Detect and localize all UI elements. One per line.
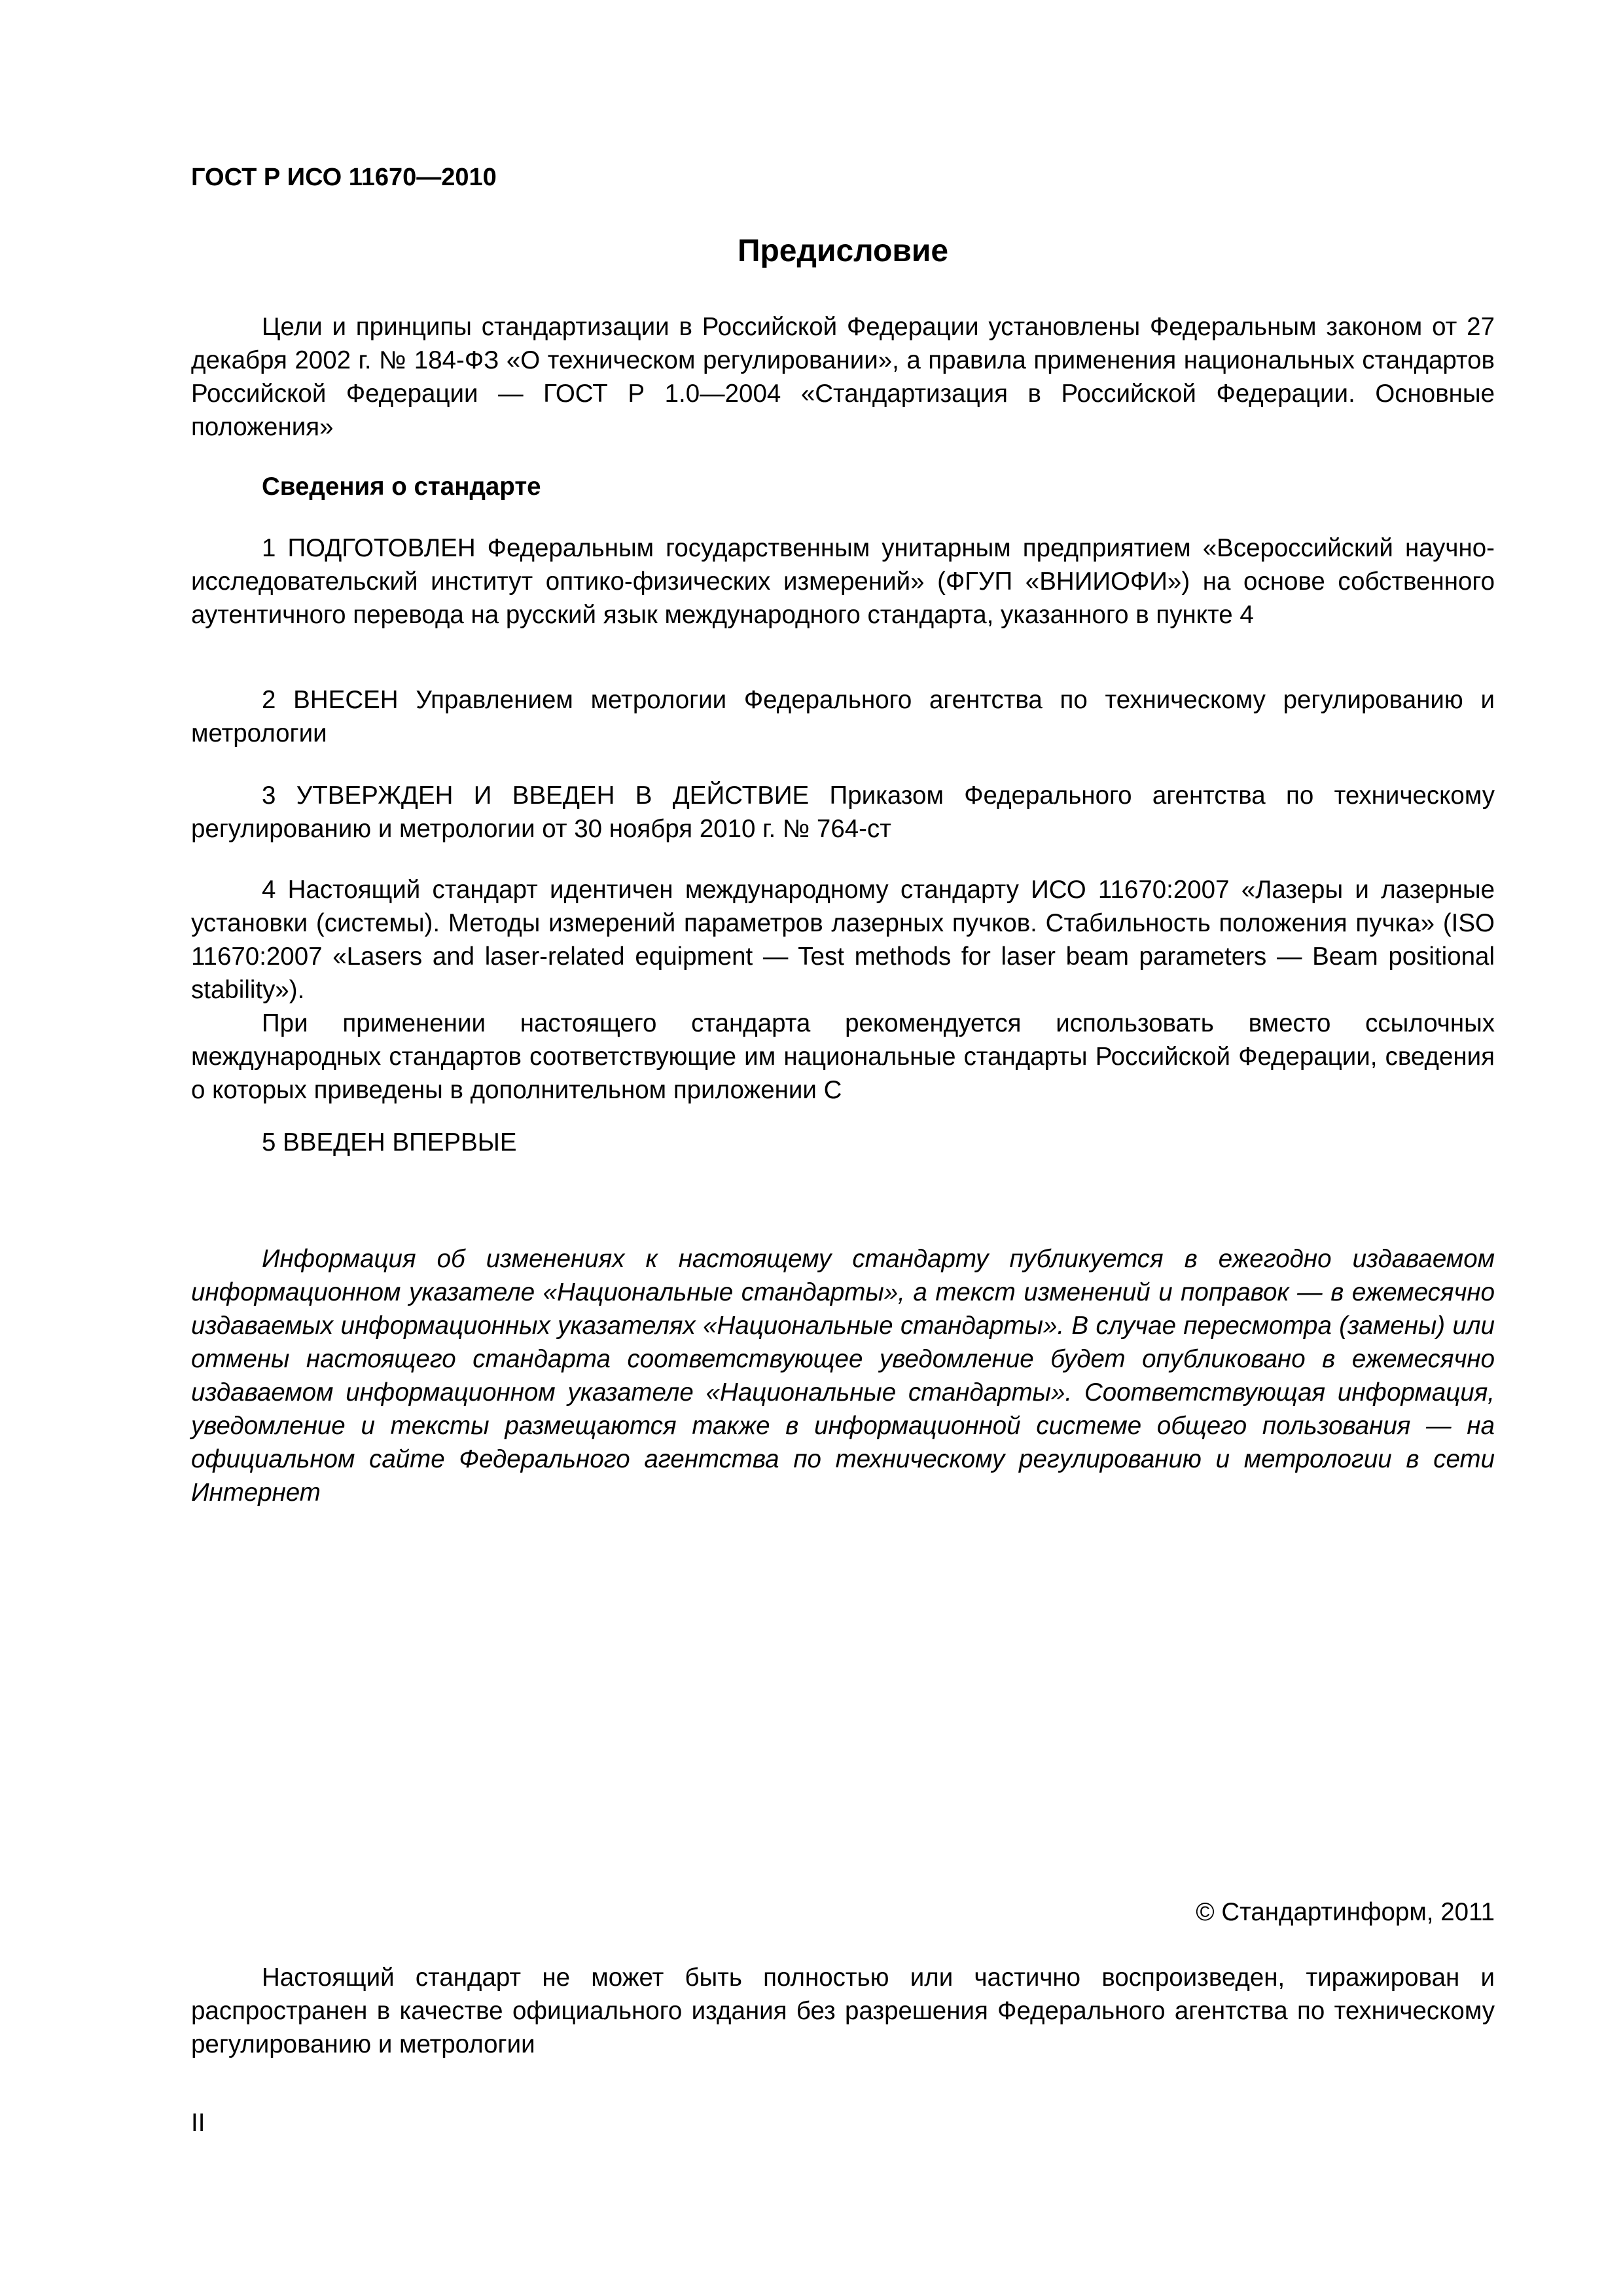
notice-paragraph: Информация об изменениях к настоящему стандарту публикуется в ежегодно издаваемом информационном указателе «Национальные стандарты», а текст изменений и поправок — в ежемесячно издаваемых информационных указателях «Национальные стандарты». В случае пересмотра (замены) или отмены настоящего стандарта соответствующее уведомление будет опубликовано в ежемесячно издаваемом информационном указателе «Национальные стандарты». Соответствующая информация, уведомление и тексты размещаются также в информационной системе общего пользования — на официальном сайте Федерального агентства по техническому регулированию и метрологии в сети Интернет xyxy=(191,1245,1495,1507)
item-4-note-paragraph: При применении настоящего стандарта рекомендуется использовать вместо ссылочных международных стандартов соответствующие им национальные стандарты Российской Федерации, сведения о которых приведены в дополнительном приложении С xyxy=(191,1009,1495,1104)
item-2-block xyxy=(191,683,1495,750)
document-code: ГОСТ Р ИСО 11670—2010 xyxy=(191,164,497,191)
intro-paragraph-block xyxy=(191,310,1495,444)
item-3-block xyxy=(191,779,1495,846)
item-5-block xyxy=(191,1126,1495,1159)
copyright-line: © Стандартинформ, 2011 xyxy=(1196,1898,1495,1926)
item-1-paragraph: 1 ПОДГОТОВЛЕН Федеральным государственным унитарным предприятием «Всероссийский научно-исследовательский институт оптико-физических измерений» (ФГУП «ВНИИОФИ») на основе собственного аутентичного перевода на русский язык международного стандарта, указанного в пункте 4 xyxy=(191,534,1495,629)
item-4-paragraph: 4 Настоящий стандарт идентичен международному стандарту ИСО 11670:2007 «Лазеры и лазерные установки (системы). Методы измерений параметров лазерных пучков. Стабильность положения пучка» (ISO 11670:2007 «Lasers and laser-related equipment — Test methods for laser beam parameters — Beam positional stability»). xyxy=(191,876,1495,1004)
section-subheading: Сведения о стандарте xyxy=(262,473,541,501)
item-5-paragraph: 5 ВВЕДЕН ВПЕРВЫЕ xyxy=(262,1128,517,1157)
item-3-paragraph: 3 УТВЕРЖДЕН И ВВЕДЕН В ДЕЙСТВИЕ Приказом Федерального агентства по техническому регулированию и метрологии от 30 ноября 2010 г. № 764-ст xyxy=(191,781,1495,843)
page-title: Предисловие xyxy=(737,234,949,268)
restriction-paragraph: Настоящий стандарт не может быть полностью или частично воспроизведен, тиражирован и распространен в качестве официального издания без разрешения Федерального агентства по техническому регулированию и метрологии xyxy=(191,1964,1495,2058)
notice-block xyxy=(191,1242,1495,1509)
page-number: II xyxy=(191,2109,205,2137)
intro-paragraph: Цели и принципы стандартизации в Российской Федерации установлены Федеральным законом от 27 декабря 2002 г. № 184-ФЗ «О техническом регулировании», а правила применения национальных стандартов Российской Федерации — ГОСТ Р 1.0—2004 «Стандартизация в Российской Федерации. Основные положения» xyxy=(191,313,1495,441)
item-1-block xyxy=(191,531,1495,632)
item-4-block xyxy=(191,873,1495,1107)
restriction-block xyxy=(191,1961,1495,2061)
item-2-paragraph: 2 ВНЕСЕН Управлением метрологии Федерального агентства по техническому регулированию и метрологии xyxy=(191,686,1495,747)
